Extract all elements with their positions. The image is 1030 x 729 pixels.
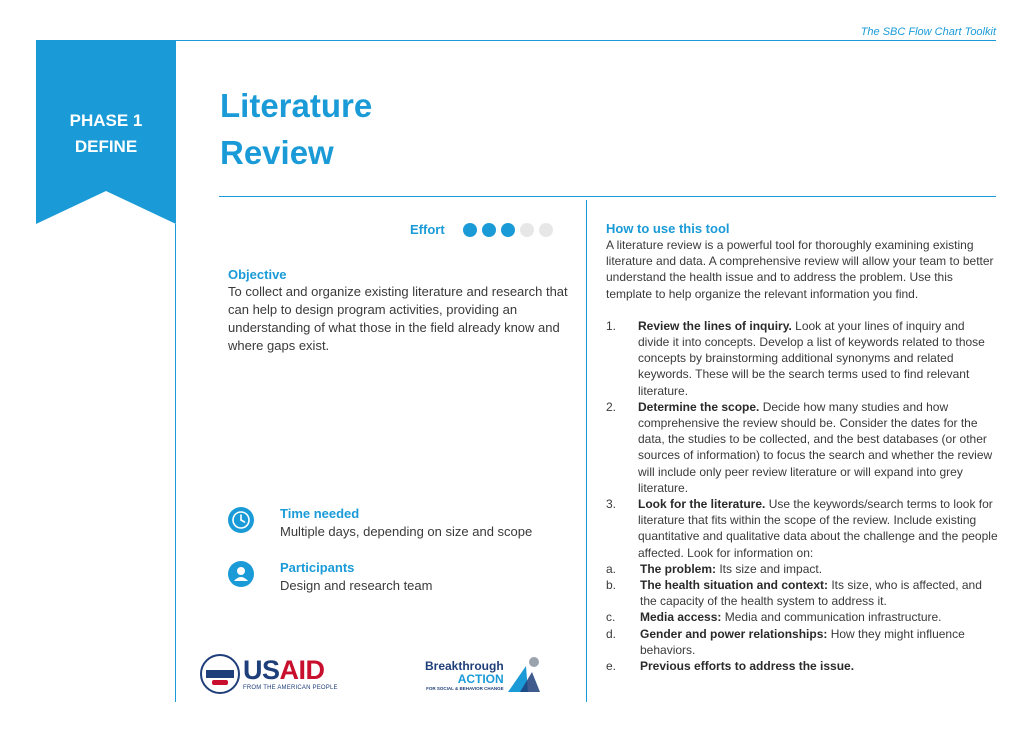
effort-dot-filled bbox=[482, 223, 496, 237]
objective-heading: Objective bbox=[228, 267, 287, 282]
effort-dots bbox=[463, 223, 558, 237]
left-divider bbox=[175, 224, 176, 702]
effort-dot-filled bbox=[501, 223, 515, 237]
partner-logos bbox=[200, 654, 570, 698]
usaid-aid: AID bbox=[279, 655, 325, 685]
how-to-intro: A literature review is a powerful tool for thoroughly examining existing literature and data. A comprehensive review will allow your team to better understand the health issue and to address the problem. Use this template to help organize the relevant information you find. bbox=[606, 238, 994, 301]
page-title bbox=[220, 82, 372, 176]
column-divider bbox=[586, 200, 587, 702]
phase-ribbon bbox=[36, 40, 176, 224]
how-to-heading: How to use this tool bbox=[606, 221, 730, 236]
ba-line-3: FOR SOCIAL & BEHAVIOR CHANGE bbox=[426, 686, 504, 691]
step-item: 2. Determine the scope. Decide how many studies and how comprehensive the review should be. Consider the dates for the data, the studies to be collected, and the best databases (or other sources of information) to focus the search and whether the review will include only peer review literature or will expand into grey literature. bbox=[606, 399, 993, 495]
steps-list bbox=[606, 318, 998, 674]
time-needed-heading: Time needed bbox=[280, 506, 360, 521]
usaid-logo bbox=[200, 654, 338, 694]
effort-dot-empty bbox=[539, 223, 553, 237]
how-to-section bbox=[606, 221, 998, 674]
objective-section bbox=[228, 267, 568, 355]
phase-label: PHASE 1 bbox=[69, 111, 143, 130]
effort-rating bbox=[410, 222, 558, 237]
usaid-us: US bbox=[243, 655, 280, 685]
usaid-tagline: FROM THE AMERICAN PEOPLE bbox=[243, 685, 338, 691]
top-rule bbox=[176, 40, 996, 41]
effort-dot-filled bbox=[463, 223, 477, 237]
person-icon bbox=[228, 561, 254, 587]
sub-item: c. Media access: Media and communication infrastructure. bbox=[606, 610, 942, 625]
sub-item: e. Previous efforts to address the issue. bbox=[606, 659, 855, 674]
clock-icon bbox=[228, 507, 254, 533]
sub-item: a. The problem: Its size and impact. bbox=[606, 561, 823, 576]
participants-row bbox=[228, 559, 432, 595]
breakthrough-action-logo bbox=[425, 656, 542, 692]
participants-body: Design and research team bbox=[280, 578, 433, 593]
ba-line-1: Breakthrough bbox=[425, 659, 504, 673]
usaid-seal-icon bbox=[200, 654, 240, 694]
step-item: 1. Review the lines of inquiry. Look at your lines of inquiry and divide it into concepts. Develop a list of keywords related to those concepts by brainstorming additional synonyms and related keywords. These will be the search terms used to find relevant literature. bbox=[606, 318, 985, 398]
sub-item: d. Gender and power relationships: How they might influence behaviors. bbox=[606, 626, 965, 657]
title-line-1: Literature bbox=[220, 87, 373, 124]
ba-line-2: ACTION bbox=[457, 672, 504, 686]
step-item: 3. Look for the literature. Use the keywords/search terms to look for literature that fits within the scope of the review. Include existing quantitative and qualitative data about the challenge and the people affected. Look for information on: bbox=[606, 497, 998, 560]
ba-mark-icon bbox=[506, 656, 542, 692]
effort-dot-empty bbox=[520, 223, 534, 237]
effort-label: Effort bbox=[410, 222, 445, 237]
title-rule bbox=[219, 196, 996, 197]
objective-body: To collect and organize existing literature and research that can help to design program activities, providing an understanding of what those in the field already know and where gaps exist. bbox=[228, 284, 568, 353]
time-needed-row bbox=[228, 505, 532, 541]
stage-label: DEFINE bbox=[74, 137, 138, 156]
time-needed-body: Multiple days, depending on size and scope bbox=[280, 524, 533, 539]
title-line-2: Review bbox=[220, 134, 334, 171]
participants-heading: Participants bbox=[280, 560, 355, 575]
sub-item: b. The health situation and context: Its size, who is affected, and the capacity of the health system to address it. bbox=[606, 578, 982, 609]
toolkit-title: The SBC Flow Chart Toolkit bbox=[860, 26, 996, 38]
